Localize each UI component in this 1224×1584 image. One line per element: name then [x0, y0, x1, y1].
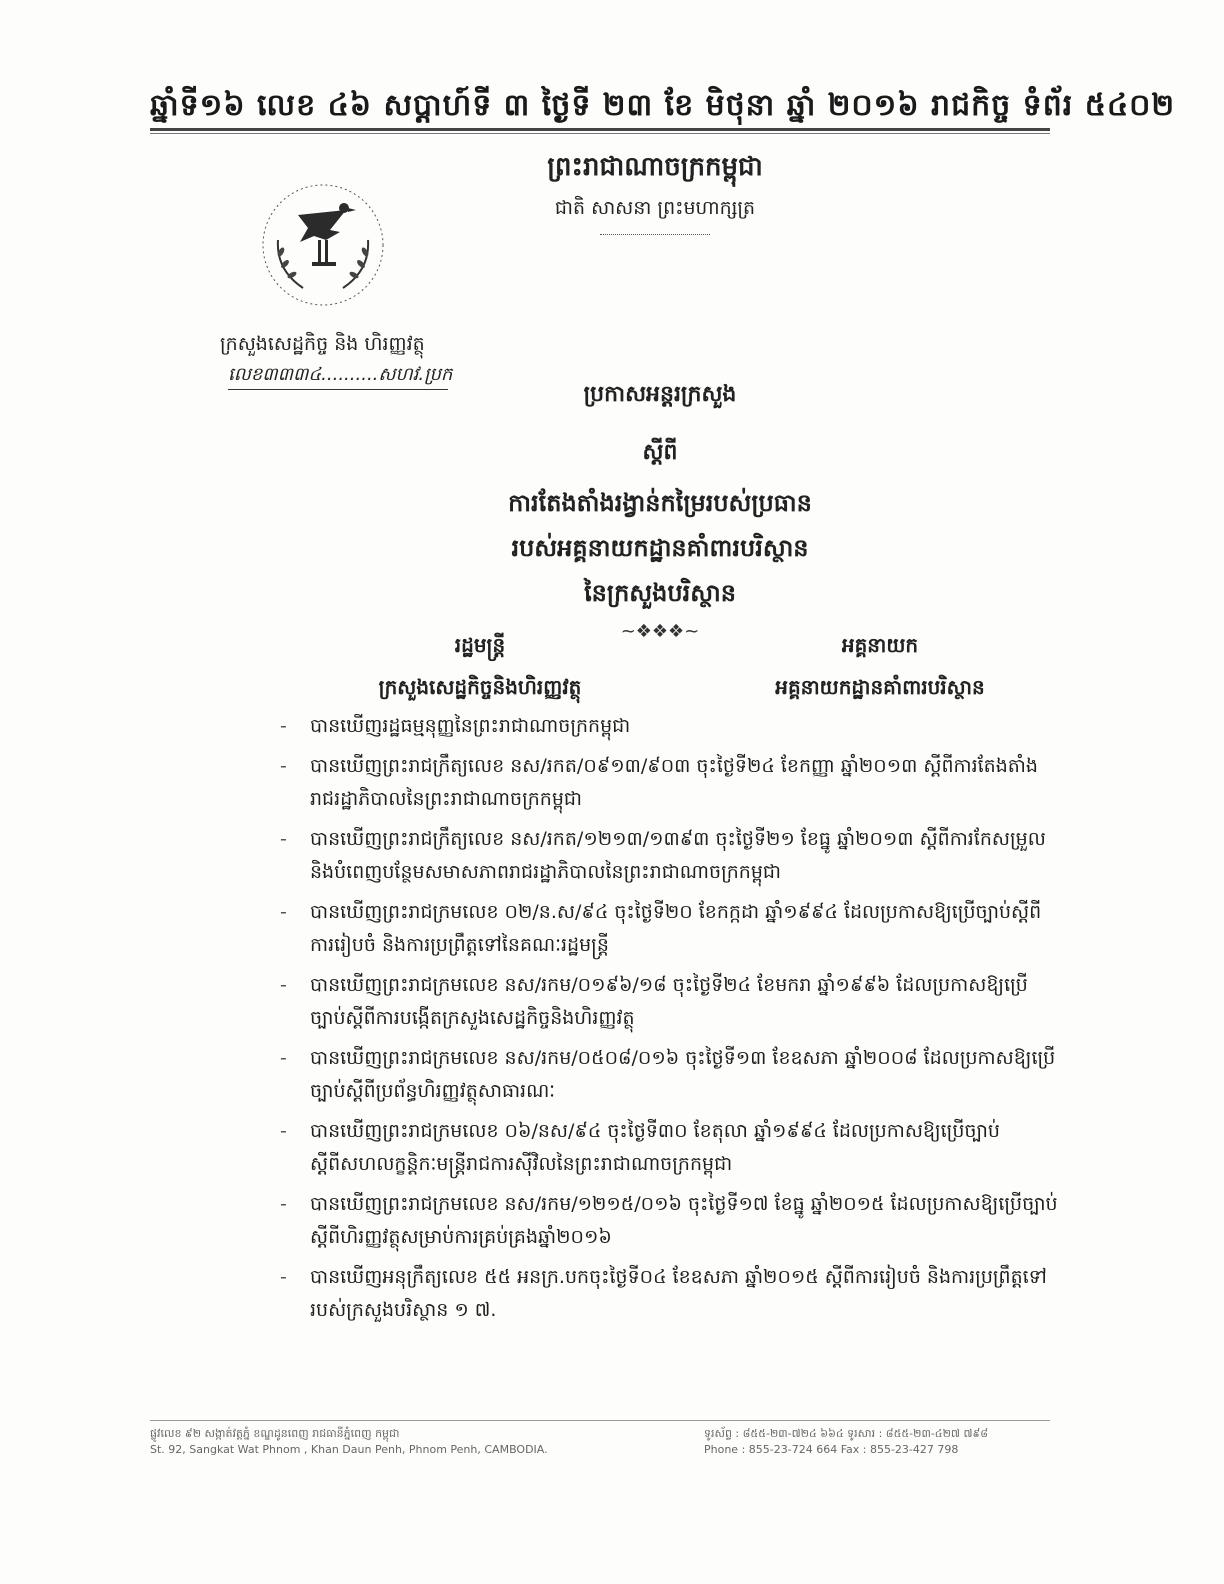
- footer-phone-en: Phone : 855-23-724 664 Fax : 855-23-427 798: [704, 1443, 959, 1456]
- list-item: [280, 969, 1060, 1035]
- list-dash: -: [280, 1047, 287, 1069]
- list-dash: -: [280, 1266, 287, 1288]
- footer-address: [150, 1426, 620, 1458]
- title-ornament-icon: ~❖❖❖~: [620, 621, 700, 642]
- visa-text: បានឃើញព្រះរាជក្រឹត្យលេខ នស/រកត/០៩១៣/៩០៣ ចុះថ្ងៃទី២៤ ខែកញ្ញា ឆ្នាំ២០១៣ ស្តីពីការតែងតាំងរាជរដ្ឋាភិបាលនៃព្រះរាជាណាចក្រកម្ពុជា: [310, 755, 1038, 810]
- kingdom-motto: ជាតិ សាសនា ព្រះមហាក្សត្រ: [554, 197, 756, 219]
- gazette-header: ឆ្នាំទី១៦ លេខ ៤៦ សប្តាហ៍ទី ៣ ថ្ងៃទី ២៣ ខែ មិថុនា ឆ្នាំ ២០១៦ រាជកិច្ច ទំព័រ ៥៤០២: [150, 88, 1176, 123]
- list-dash: -: [280, 1120, 287, 1142]
- list-item: [280, 710, 1060, 743]
- list-item: [280, 750, 1060, 816]
- title-line-3: នៃក្រសួងបរិស្ថាន: [584, 579, 736, 607]
- ministry-seal-icon: [248, 170, 398, 320]
- signer-right-ministry: អគ្គនាយកដ្ឋានគាំពារបរិស្ថាន: [775, 675, 985, 699]
- footer-address-kh: ផ្លូវលេខ ៩២ សង្កាត់វត្តភ្នំ ខណ្ឌដូនពេញ រាជធានីភ្នំពេញ កម្ពុជា: [150, 1427, 400, 1440]
- visa-text: បានឃើញព្រះរាជក្រមលេខ នស/រកម/០៥០៨/០១៦ ចុះថ្ងៃទី១៣ ខែឧសភា ឆ្នាំ២០០៨ ដែលប្រកាសឱ្យប្រើច្បាប់ស្តីពីប្រព័ន្ធហិរញ្ញវត្ថុសាធារណៈ: [310, 1047, 1056, 1102]
- list-item: [280, 823, 1060, 889]
- signers-block: [300, 632, 1040, 712]
- list-dash: -: [280, 901, 287, 923]
- list-item: [280, 1261, 1060, 1327]
- signer-left-role: រដ្ឋមន្ត្រី: [454, 633, 506, 657]
- list-dash: -: [280, 755, 287, 777]
- list-dash: -: [280, 828, 287, 850]
- visa-text: បានឃើញព្រះរាជក្រមលេខ នស/រកម/១២១៥/០១៦ ចុះថ្ងៃទី១៧ ខែធ្នូ ឆ្នាំ២០១៥ ដែលប្រកាសឱ្យប្រើច្បាប់ស្តីពីហិរញ្ញវត្ថុសម្រាប់ការគ្រប់គ្រងឆ្នាំ២០១៦: [310, 1193, 1058, 1248]
- motto-ornament: [600, 234, 710, 237]
- kingdom-heading: [440, 150, 870, 237]
- footer-contact: [704, 1426, 1064, 1458]
- visa-text: បានឃើញព្រះរាជក្រមលេខ នស/រកម/០១៩៦/១៨ ចុះថ្ងៃទី២៤ ខែមករា ឆ្នាំ១៩៩៦ ដែលប្រកាសឱ្យប្រើច្បាប់ស្តីពីការបង្កើតក្រសួងសេដ្ឋកិច្ចនិងហិរញ្ញវត្ថុ: [310, 974, 1028, 1029]
- list-item: [280, 1115, 1060, 1181]
- visa-text: បានឃើញរដ្ឋធម្មនុញ្ញនៃព្រះរាជាណាចក្រកម្ពុជា: [310, 715, 631, 737]
- visa-list: [280, 710, 1060, 1334]
- signer-right: [700, 632, 1060, 704]
- ministry-name: ក្រសួងសេដ្ឋកិច្ច និង ហិរញ្ញវត្ថុ: [220, 333, 425, 355]
- list-dash: -: [280, 974, 287, 996]
- header-rule-thin: [150, 133, 1050, 134]
- title-line-2: របស់អគ្គនាយកដ្ឋានគាំពារបរិស្ថាន: [511, 534, 809, 562]
- list-dash: -: [280, 1193, 287, 1215]
- footer-address-en: St. 92, Sangkat Wat Phnom , Khan Daun Penh, Phnom Penh, CAMBODIA.: [150, 1443, 548, 1456]
- list-item: [280, 1188, 1060, 1254]
- title-line-1: ការតែងតាំងរង្វាន់កម្រៃរបស់ប្រធាន: [508, 489, 812, 517]
- list-item: [280, 896, 1060, 962]
- signer-right-role: អគ្គនាយក: [841, 633, 919, 657]
- list-item: [280, 1042, 1060, 1108]
- visa-text: បានឃើញព្រះរាជក្រឹត្យលេខ នស/រកត/១២១៣/១៣៩៣ ចុះថ្ងៃទី២១ ខែធ្នូ ឆ្នាំ២០១៣ ស្តីពីការកែសម្រួលនិងបំពេញបន្ថែមសមាសភាពរាជរដ្ឋាភិបាលនៃព្រះរាជាណាចក្រកម្ពុជា: [310, 828, 1046, 883]
- signer-left: [300, 632, 660, 704]
- reference-number: លេខ៣៣៣៤..........សហវ.ប្រក: [228, 362, 448, 390]
- footer-phone-kh: ទូរស័ព្ទ : ៨៥៥-២៣-៧២៤ ៦៦៤ ទូរសារ : ៨៥៥-២៣-៤២៧ ៧៩៨: [704, 1427, 989, 1440]
- visa-text: បានឃើញអនុក្រឹត្យលេខ ៥៥ អនក្រ.បកចុះថ្ងៃទី០៤ ខែឧសភា ឆ្នាំ២០១៥ ស្តីពីការរៀបចំ និងការប្រព្រឹត្តទៅរបស់ក្រសួងបរិស្ថាន ១ ៧.: [310, 1266, 1047, 1321]
- header-rule: [150, 128, 1050, 131]
- visa-text: បានឃើញព្រះរាជក្រមលេខ ០២/ន.ស/៩៤ ចុះថ្ងៃទី២០ ខែកក្កដា ឆ្នាំ១៩៩៤ ដែលប្រកាសឱ្យប្រើច្បាប់ស្តីពីការរៀបចំ និងការប្រព្រឹត្តទៅនៃគណៈរដ្ឋមន្ត្រី: [310, 901, 1042, 956]
- title-about: ស្តីពី: [642, 440, 678, 465]
- footer-rule: [150, 1420, 1050, 1421]
- kingdom-name: ព្រះរាជាណាចក្រកម្ពុជា: [547, 152, 763, 182]
- list-dash: -: [280, 715, 287, 737]
- visa-text: បានឃើញព្រះរាជក្រមលេខ ០៦/នស/៩៤ ចុះថ្ងៃទី៣០ ខែតុលា ឆ្នាំ១៩៩៤ ដែលប្រកាសឱ្យប្រើច្បាប់ស្តីពីសហលក្ខន្តិកៈមន្ត្រីរាជការស៊ីវិលនៃព្រះរាជាណាចក្រកម្ពុជា: [310, 1120, 1000, 1175]
- signer-left-ministry: ក្រសួងសេដ្ឋកិច្ចនិងហិរញ្ញវត្ថុ: [378, 675, 582, 699]
- document-title-block: [380, 380, 940, 642]
- title-prakas: ប្រកាសអន្តរក្រសួង: [583, 382, 737, 407]
